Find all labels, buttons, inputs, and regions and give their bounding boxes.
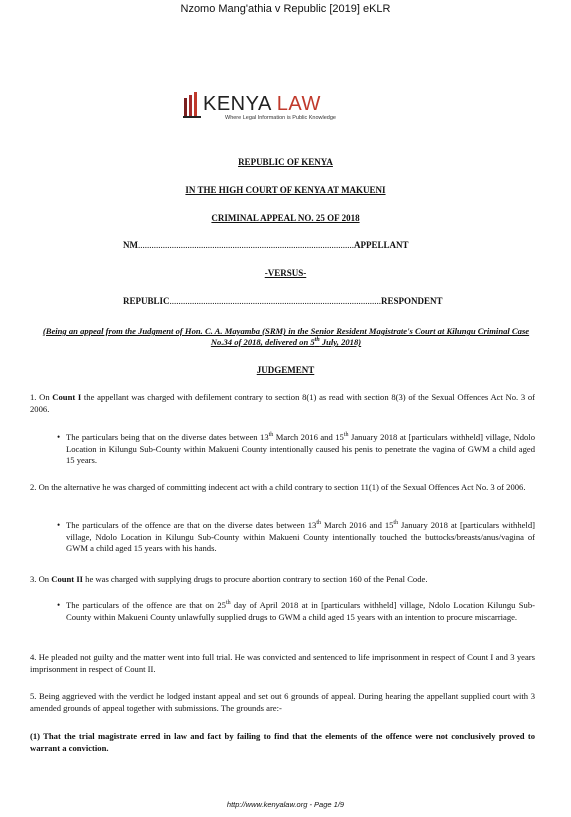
appellant-role: APPELLANT <box>354 240 409 250</box>
respondent-line <box>123 296 443 306</box>
logo-word-kenya: KENYA <box>203 93 271 115</box>
b2-sup: th <box>316 520 322 527</box>
bullet-2 <box>57 520 535 555</box>
paragraph-5: 5. Being aggrieved with the verdict he lodged instant appeal and set out 6 grounds of appeal. During hearing the appellant supplied court with 3 amended grounds of appeal together with submissions. The grounds are:- <box>30 691 535 713</box>
b3-sup: th <box>225 600 231 607</box>
b2-text-3: January 2018 at [particulars withheld] village, Ndolo Location in Kilungu Sub-County within Makueni County intentionally touched the buttocks/breasts/anus/vagina of GWM a child aged 15 years with his hands. <box>66 520 535 553</box>
logo-tagline: Where Legal Information is Public Knowledge <box>225 115 336 121</box>
appeal-note-text-end: July, 2018) <box>319 337 362 347</box>
respondent-role: RESPONDENT <box>381 296 443 306</box>
judgement-heading: JUDGEMENT <box>256 365 315 375</box>
bullet-dot-icon: • <box>57 520 61 530</box>
paragraph-2: 2. On the alternative he was charged of committing indecent act with a child contrary to section 11(1) of the Sexual Offences Act No. 3 of 2006. <box>30 482 526 492</box>
b1-sup-2: th <box>343 432 349 439</box>
respondent-name: REPUBLIC <box>123 296 170 306</box>
kenya-law-logo <box>183 92 363 128</box>
b2-text: The particulars of the offence are that on the diverse dates between 13 <box>66 520 317 530</box>
logo-word-law: LAW <box>276 93 321 115</box>
respondent-dots: .............................................................................................. <box>169 296 382 306</box>
p3-count: Count II <box>51 574 84 584</box>
court-heading: IN THE HIGH COURT OF KENYA AT MAKUENI <box>185 185 386 195</box>
page-footer: http://www.kenyalaw.org - Page 1/9 <box>226 800 345 809</box>
appellant-name: NM <box>123 240 138 250</box>
logo-wordmark <box>203 92 321 116</box>
republic-heading: REPUBLIC OF KENYA <box>238 157 333 167</box>
b2-text-2: March 2016 and 15 <box>321 520 394 530</box>
running-header: Nzomo Mang'athia v Republic [2019] eKLR <box>180 3 391 15</box>
paragraph-4: 4. He pleaded not guilty and the matter went into full trial. He was convicted and sentenced to life imprisonment in respect of Count I and 3 years imprisonment in respect of Count II. <box>30 652 535 674</box>
p3-text-rest: he was charged with supplying drugs to procure abortion contrary to section 160 of the Penal Code. <box>83 574 428 584</box>
appeal-note-sup: th <box>314 337 320 344</box>
b3-text-2: day of April 2018 at in [particulars withheld] village, Ndolo Location Kilungu Sub-County within Makueni County unlawfully supplied drugs to GWM a child aged 15 years with an intention to procure miscarriage. <box>66 600 535 622</box>
bullet-dot-icon: • <box>57 600 61 610</box>
versus-label: -VERSUS- <box>264 268 307 278</box>
bullet-dot-icon: • <box>57 432 61 442</box>
b1-text: The particulars being that on the diverse dates between 13 <box>66 432 269 442</box>
scales-of-justice-icon <box>183 92 201 118</box>
b1-text-3: January 2018 at [particulars withheld] village, Ndolo Location in Kilungu Sub-County within Makueni County intentionally caused his penis to penetrate the vagina of GWM a child aged 15 years. <box>66 432 535 465</box>
b2-sup-2: th <box>393 520 399 527</box>
p1-count: Count I <box>52 392 82 402</box>
appeal-origin-note <box>36 326 536 348</box>
appeal-note-text: (Being an appeal from the Judgment of Hon. C. A. Mayamba (SRM) in the Senior Resident Magistrate's Court at Kilungu Criminal Case No.34 of 2018, delivered on 5 <box>42 326 530 347</box>
p3-text: 3. On <box>30 574 52 584</box>
appellant-line <box>123 240 443 250</box>
p1-text: 1. On <box>30 392 53 402</box>
paragraph-1 <box>30 392 535 415</box>
b1-sup: th <box>268 432 274 439</box>
paragraph-3 <box>30 574 535 586</box>
ground-of-appeal-1: (1) That the trial magistrate erred in law and fact by failing to find that the elements of the offence were not conclusively proved to warrant a conviction. <box>30 731 535 753</box>
b1-text-2: March 2016 and 15 <box>273 432 344 442</box>
b3-text: The particulars of the offence are that on 25 <box>66 600 226 610</box>
p1-text-rest: the appellant was charged with defilement contrary to section 8(1) as read with section 8(3) of the Sexual Offences Act No. 3 of 2006. <box>30 392 535 414</box>
appeal-number: CRIMINAL APPEAL NO. 25 OF 2018 <box>211 213 360 223</box>
bullet-3 <box>57 600 535 623</box>
appellant-dots: ................................................................................................ <box>138 240 354 250</box>
bullet-1 <box>57 432 535 467</box>
